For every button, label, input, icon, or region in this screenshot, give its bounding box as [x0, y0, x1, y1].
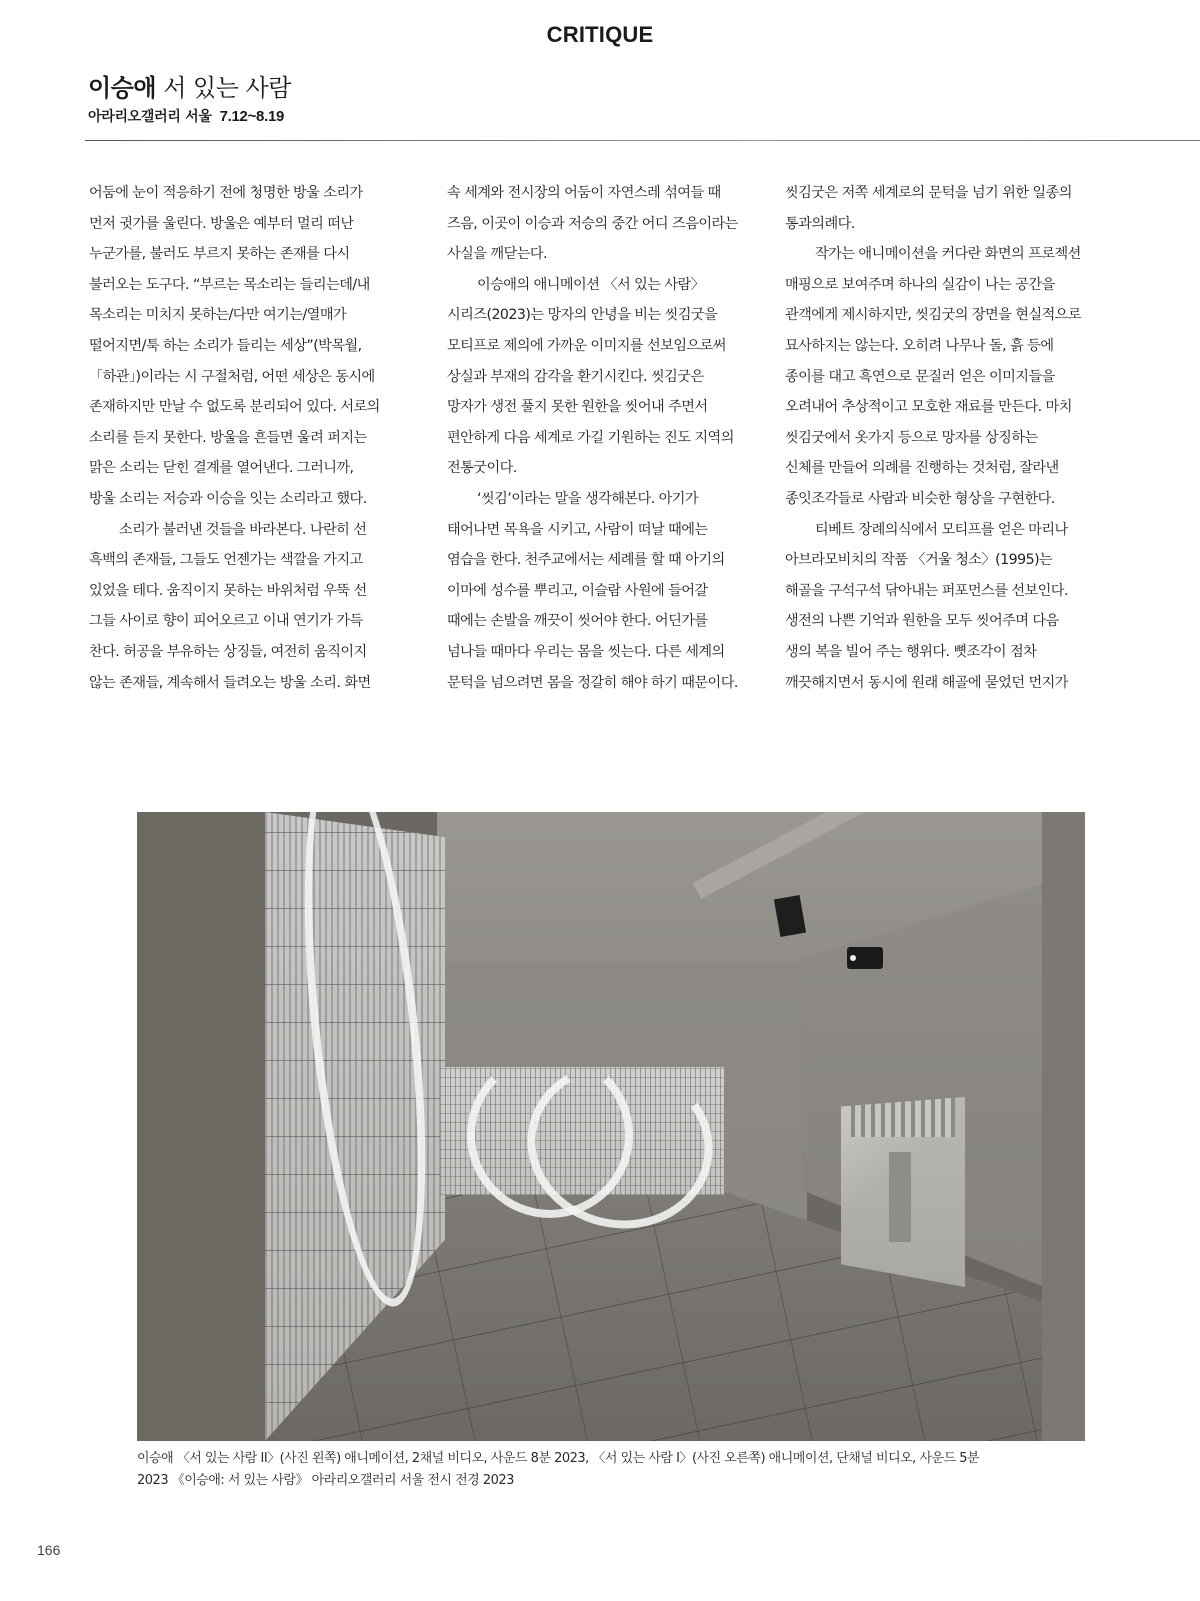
body-text-line: 사실을 깨닫는다.: [447, 246, 548, 263]
body-text-line: 않는 존재들, 계속해서 들려오는 방울 소리. 화면: [89, 674, 371, 691]
body-text-line: 목소리는 미치지 못하는/다만 여기는/열매가: [89, 307, 347, 324]
body-text-line: 망자가 생전 풀지 못한 원한을 씻어내 주면서: [447, 399, 708, 416]
work-title: 서 있는 사람: [163, 74, 291, 102]
photo-left-wall: [137, 812, 267, 1441]
body-text-line: 시리즈(2023)는 망자의 안녕을 비는 씻김굿을: [447, 307, 718, 324]
body-text-line: 그들 사이로 향이 피어오르고 이내 연기가 가득: [89, 613, 363, 630]
body-text-line: 오려내어 추상적이고 모호한 재료를 만든다. 마치: [785, 399, 1072, 416]
body-text-line: 이마에 성수를 뿌리고, 이슬람 사원에 들어갈: [447, 582, 708, 599]
page-number: 166: [37, 1542, 61, 1558]
header-divider: [85, 140, 1200, 141]
body-text-line: 맑은 소리는 닫힌 결계를 열어낸다. 그러니까,: [89, 460, 354, 477]
text-column-3: [785, 178, 1125, 698]
body-text-line: 관객에게 제시하지만, 씻김굿의 장면을 현실적으로: [785, 307, 1082, 324]
body-text-line: 있었을 테다. 움직이지 못하는 바위처럼 우뚝 선: [89, 582, 367, 599]
body-text-line: 흑백의 존재들, 그들도 언젠가는 색깔을 가지고: [89, 552, 363, 569]
body-text-line: 떨어지면/툭 하는 소리가 들리는 세상”(박목월,: [89, 337, 362, 354]
projection-right: [841, 1097, 965, 1287]
body-text-line: 모티프로 제의에 가까운 이미지를 선보임으로써: [447, 337, 726, 354]
section-label: CRITIQUE: [546, 22, 654, 47]
projection-figure: [889, 1152, 911, 1242]
body-text-line: 넘나들 때마다 우리는 몸을 씻는다. 다른 세계의: [447, 643, 725, 660]
body-text-line: 불러오는 도구다. “부르는 목소리는 들리는데/내: [89, 276, 370, 293]
body-text-line: 씻김굿은 저쪽 세계로의 문턱을 넘기 위한 일종의: [785, 185, 1072, 201]
body-text-line: 묘사하지는 않는다. 오히려 나무나 돌, 흙 등에: [785, 337, 1054, 354]
venue: 아라리오갤러리 서울: [88, 109, 212, 125]
installation-photo: [137, 812, 1085, 1441]
caption-line-2: 2023 《이승애: 서 있는 사람》 아라리오갤러리 서울 전시 전경 2023: [137, 1473, 514, 1488]
body-text-line: 소리가 불러낸 것들을 바라본다. 나란히 선: [119, 521, 367, 538]
body-text-line: 해골을 구석구석 닦아내는 퍼포먼스를 선보인다.: [785, 582, 1068, 599]
projector-icon: [847, 947, 883, 969]
body-text-line: ‘씻김’이라는 말을 생각해본다. 아기가: [477, 490, 699, 507]
body-text-line: 상실과 부재의 감각을 환기시킨다. 씻김굿은: [447, 368, 704, 385]
body-text-line: 편안하게 다음 세계로 가길 기원하는 진도 지역의: [447, 429, 734, 446]
body-text-line: 「하관」)이라는 시 구절처럼, 어떤 세상은 동시에: [89, 368, 375, 385]
body-text-line: 염습을 한다. 천주교에서는 세례를 할 때 아기의: [447, 552, 725, 569]
body-text-line: 문턱을 넘으려면 몸을 정갈히 해야 하기 때문이다.: [447, 674, 738, 691]
text-column-2: [447, 178, 777, 698]
body-text-line: 티베트 장례의식에서 모티프를 얻은 마리나: [815, 521, 1068, 538]
body-text-line: 찬다. 허공을 부유하는 상징들, 여전히 움직이지: [89, 643, 367, 660]
body-text-line: 태어나면 목욕을 시키고, 사람이 떠날 때에는: [447, 521, 708, 538]
body-text-line: 깨끗해지면서 동시에 원래 해골에 묻었던 먼지가: [785, 674, 1068, 691]
body-text-line: 이승애의 애니메이션 〈서 있는 사람〉: [477, 276, 705, 293]
exhibition-dates: 7.12~8.19: [219, 108, 285, 125]
body-text-line: 종이를 대고 흑연으로 문질러 얻은 이미지들을: [785, 368, 1055, 385]
body-text-line: 소리를 듣지 못한다. 방울을 흔들면 울려 퍼지는: [89, 429, 367, 446]
figure-caption: [137, 1448, 1037, 1492]
caption-line-1: 이승애 〈서 있는 사람 II〉(사진 왼쪽) 애니메이션, 2채널 비디오, 사운드 8분 2023, 〈서 있는 사람 I〉(사진 오른쪽) 애니메이션, 단채널 비디오, 사운드 5분: [137, 1451, 980, 1466]
article-title: [88, 68, 291, 103]
body-text-line: 매핑으로 보여주며 하나의 실감이 나는 공간을: [785, 276, 1055, 293]
body-text-line: 신체를 만들어 의례를 진행하는 것처럼, 잘라낸: [785, 460, 1059, 477]
body-text-line: 씻김굿에서 옷가지 등으로 망자를 상징하는: [785, 429, 1038, 446]
body-text-line: 속 세계와 전시장의 어둠이 자연스레 섞여들 때: [447, 185, 721, 201]
body-text-line: 누군가를, 불러도 부르지 못하는 존재를 다시: [89, 246, 350, 263]
body-text-line: 즈음, 이곳이 이승과 저승의 중간 어디 즈음이라는: [447, 215, 738, 232]
body-text-line: 어둠에 눈이 적응하기 전에 청명한 방울 소리가: [89, 185, 363, 201]
body-text-line: 생전의 나쁜 기억과 원한을 모두 씻어주며 다음: [785, 613, 1059, 630]
body-text-line: 통과의례다.: [785, 215, 855, 232]
body-text-line: 아브라모비치의 작품 〈거울 청소〉(1995)는: [785, 552, 1053, 569]
artist-name: 이승애: [88, 74, 157, 102]
exhibition-info: [88, 106, 284, 126]
body-text-line: 생의 복을 빌어 주는 행위다. 뼛조각이 점차: [785, 643, 1037, 660]
text-column-1: [89, 178, 419, 698]
body-text-line: 전통굿이다.: [447, 460, 517, 477]
body-text-line: 작가는 애니메이션을 커다란 화면의 프로젝션: [815, 246, 1081, 263]
body-text-line: 때에는 손발을 깨끗이 씻어야 한다. 어딘가를: [447, 613, 708, 630]
body-text-line: 종잇조각들로 사람과 비슷한 형상을 구현한다.: [785, 490, 1055, 507]
body-text-line: 존재하지만 만날 수 없도록 분리되어 있다. 서로의: [89, 399, 380, 416]
photo-pillar: [1042, 812, 1085, 1441]
body-text-line: 먼저 귓가를 울린다. 방울은 예부터 멀리 떠난: [89, 215, 354, 232]
body-text-line: 방울 소리는 저승과 이승을 잇는 소리라고 했다.: [89, 490, 367, 507]
projector-lens: [850, 955, 856, 961]
